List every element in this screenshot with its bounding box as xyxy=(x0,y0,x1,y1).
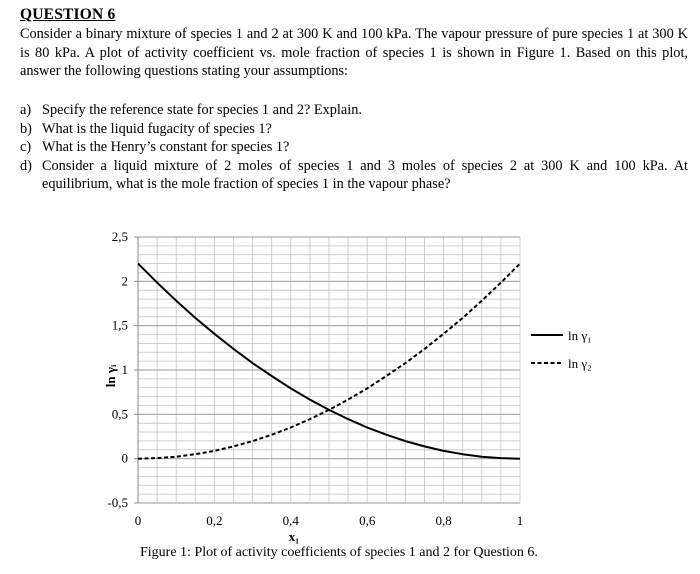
sub-question-label: d) xyxy=(20,157,32,174)
x-tick-label: 0,6 xyxy=(359,513,376,528)
sub-question-c xyxy=(20,138,688,157)
y-tick-label: 1,5 xyxy=(111,317,128,333)
sub-question-label: b) xyxy=(20,120,32,137)
legend-label: ln γ₁ xyxy=(568,328,592,343)
x-tick-label: 0 xyxy=(134,513,142,528)
x-tick-label: 1 xyxy=(516,513,524,528)
y-tick-label: 2,5 xyxy=(111,229,128,244)
y-axis-title: ln γᵢ xyxy=(103,364,118,388)
chart-legend xyxy=(531,328,592,371)
sub-question-text: Consider a liquid mixture of 2 moles of species 1 and 3 moles of species 2 at 300 K and 100 kPa. At equilibrium, what is the mole fraction of species 1 in the vapour phase? xyxy=(42,157,688,192)
question-intro: Consider a binary mixture of species 1 and 2 at 300 K and 100 kPa. The vapour pressure of pure species 1 at 300 K is 80 kPa. A plot of activity coefficient vs. mole fraction of species 1 is shown in Figure 1. Based on this plot, answer the following questions stating your assumptions: xyxy=(20,26,688,79)
chart-labels xyxy=(103,229,523,544)
legend-label: ln γ₂ xyxy=(568,356,592,371)
x-axis-title: x₁ xyxy=(288,529,300,544)
sub-question-d xyxy=(20,157,688,194)
x-tick-label: 0,8 xyxy=(435,513,452,528)
x-tick-label: 0,2 xyxy=(206,513,223,528)
y-tick-label: -0,5 xyxy=(107,495,128,510)
sub-question-text: What is the Henry’s constant for species 1? xyxy=(42,139,290,155)
sub-question-b xyxy=(20,120,688,139)
y-tick-label: 0 xyxy=(121,450,128,466)
sub-question-a xyxy=(20,101,688,120)
x-tick-label: 0,4 xyxy=(282,513,299,528)
y-tick-label: 0,5 xyxy=(111,406,128,422)
sub-question-label: a) xyxy=(20,102,32,118)
y-tick-label: 2 xyxy=(121,273,128,289)
sub-question-text: Specify the reference state for species 1 and 2? Explain. xyxy=(42,102,362,118)
sub-question-label: c) xyxy=(20,139,32,155)
y-tick-label: 1 xyxy=(121,362,128,377)
question-heading: QUESTION 6 xyxy=(20,6,116,23)
chart-grid xyxy=(138,237,520,503)
sub-question-text: What is the liquid fugacity of species 1? xyxy=(42,120,272,137)
activity-coefficient-chart xyxy=(0,215,700,545)
figure-caption: Figure 1: Plot of activity coefficients of species 1 and 2 for Question 6. xyxy=(140,545,538,560)
sub-question-list xyxy=(20,101,688,194)
chart-axes xyxy=(134,237,138,503)
